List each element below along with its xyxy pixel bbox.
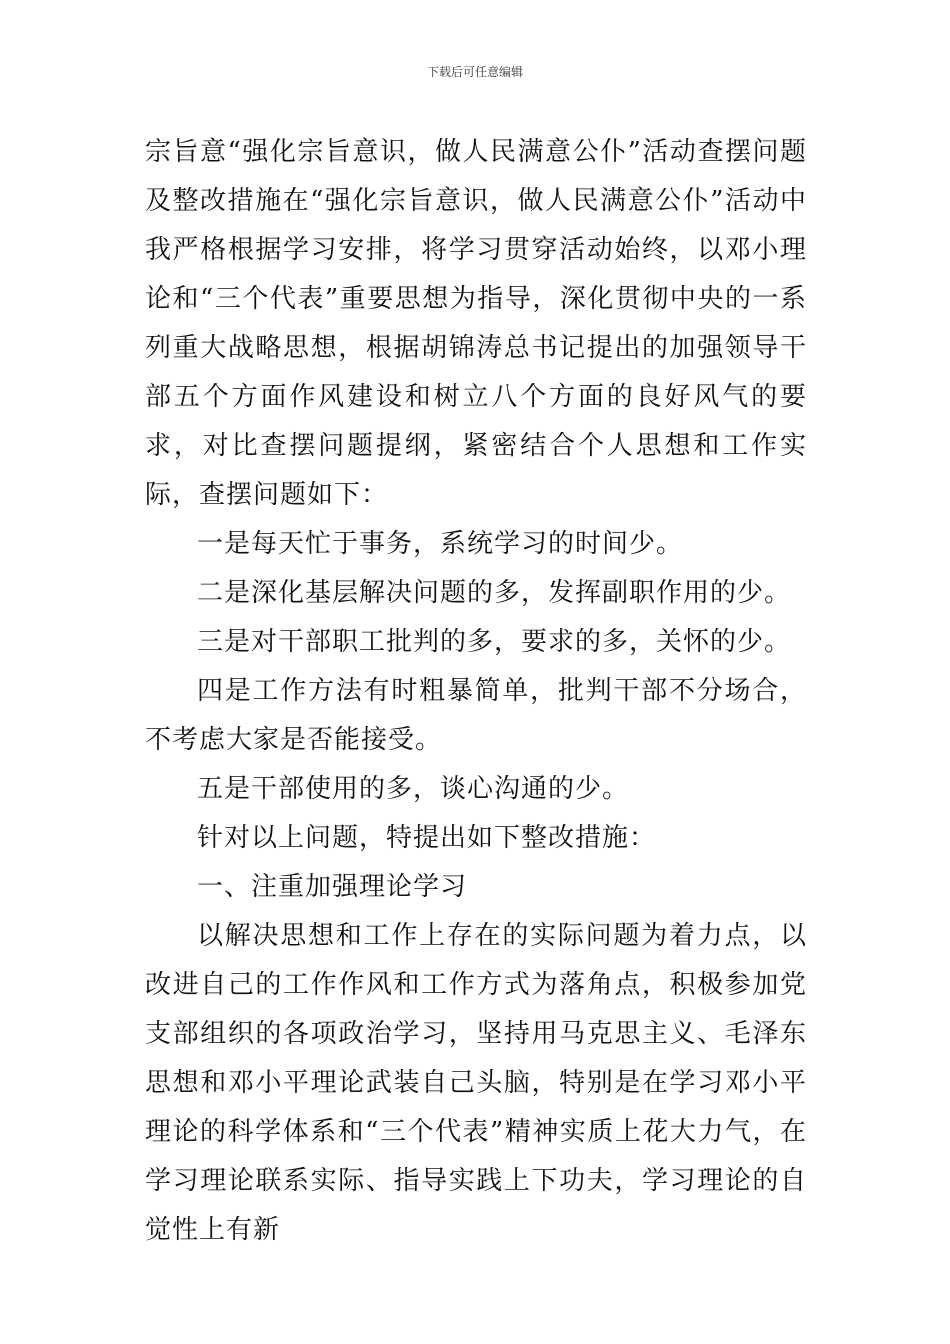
paragraph-problem-5: 五是干部使用的多，谈心沟通的少。 — [197, 774, 630, 804]
document-body — [145, 128, 807, 1255]
page-header-note: 下载后可任意编辑 — [426, 65, 523, 79]
paragraph-intro: 宗旨意“强化宗旨意识，做人民满意公仆”活动查摆问题及整改措施在“强化宗旨意识，做人民满意公仆”活动中我严格根据学习安排，将学习贯穿活动始终，以邓小理论和“三个代表”重要思想为指导，深化贯彻中央的一系列重大战略思想，根据胡锦涛总书记提出的加强领导干部五个方面作风建设和树立八个方面的良好风气的要求，对比查摆问题提纲，紧密结合个人思想和工作实际，查摆问题如下： — [145, 137, 807, 510]
paragraph-problem-3: 三是对干部职工批判的多，要求的多，关怀的少。 — [197, 627, 792, 657]
paragraph-theory-study: 以解决思想和工作上存在的实际问题为着力点，以改进自己的工作作风和工作方式为落角点，积极参加党支部组织的各项政治学习，坚持用马克思主义、毛泽东思想和邓小平理论武装自己头脑，特别是在学习邓小平理论的科学体系和“三个代表”精神实质上花大力气，在学习理论联系实际、指导实践上下功夫，学习理论的自觉性上有新 — [145, 921, 807, 1245]
paragraph-problem-2: 二是深化基层解决问题的多，发挥副职作用的少。 — [197, 578, 792, 608]
section-heading-theory-study: 一、注重加强理论学习 — [197, 872, 468, 902]
paragraph-problem-4: 四是工作方法有时粗暴简单，批判干部不分场合，不考虑大家是否能接受。 — [145, 676, 807, 755]
paragraph-measures-intro: 针对以上问题，特提出如下整改措施： — [197, 823, 657, 853]
paragraph-problem-1: 一是每天忙于事务，系统学习的时间少。 — [197, 529, 684, 559]
